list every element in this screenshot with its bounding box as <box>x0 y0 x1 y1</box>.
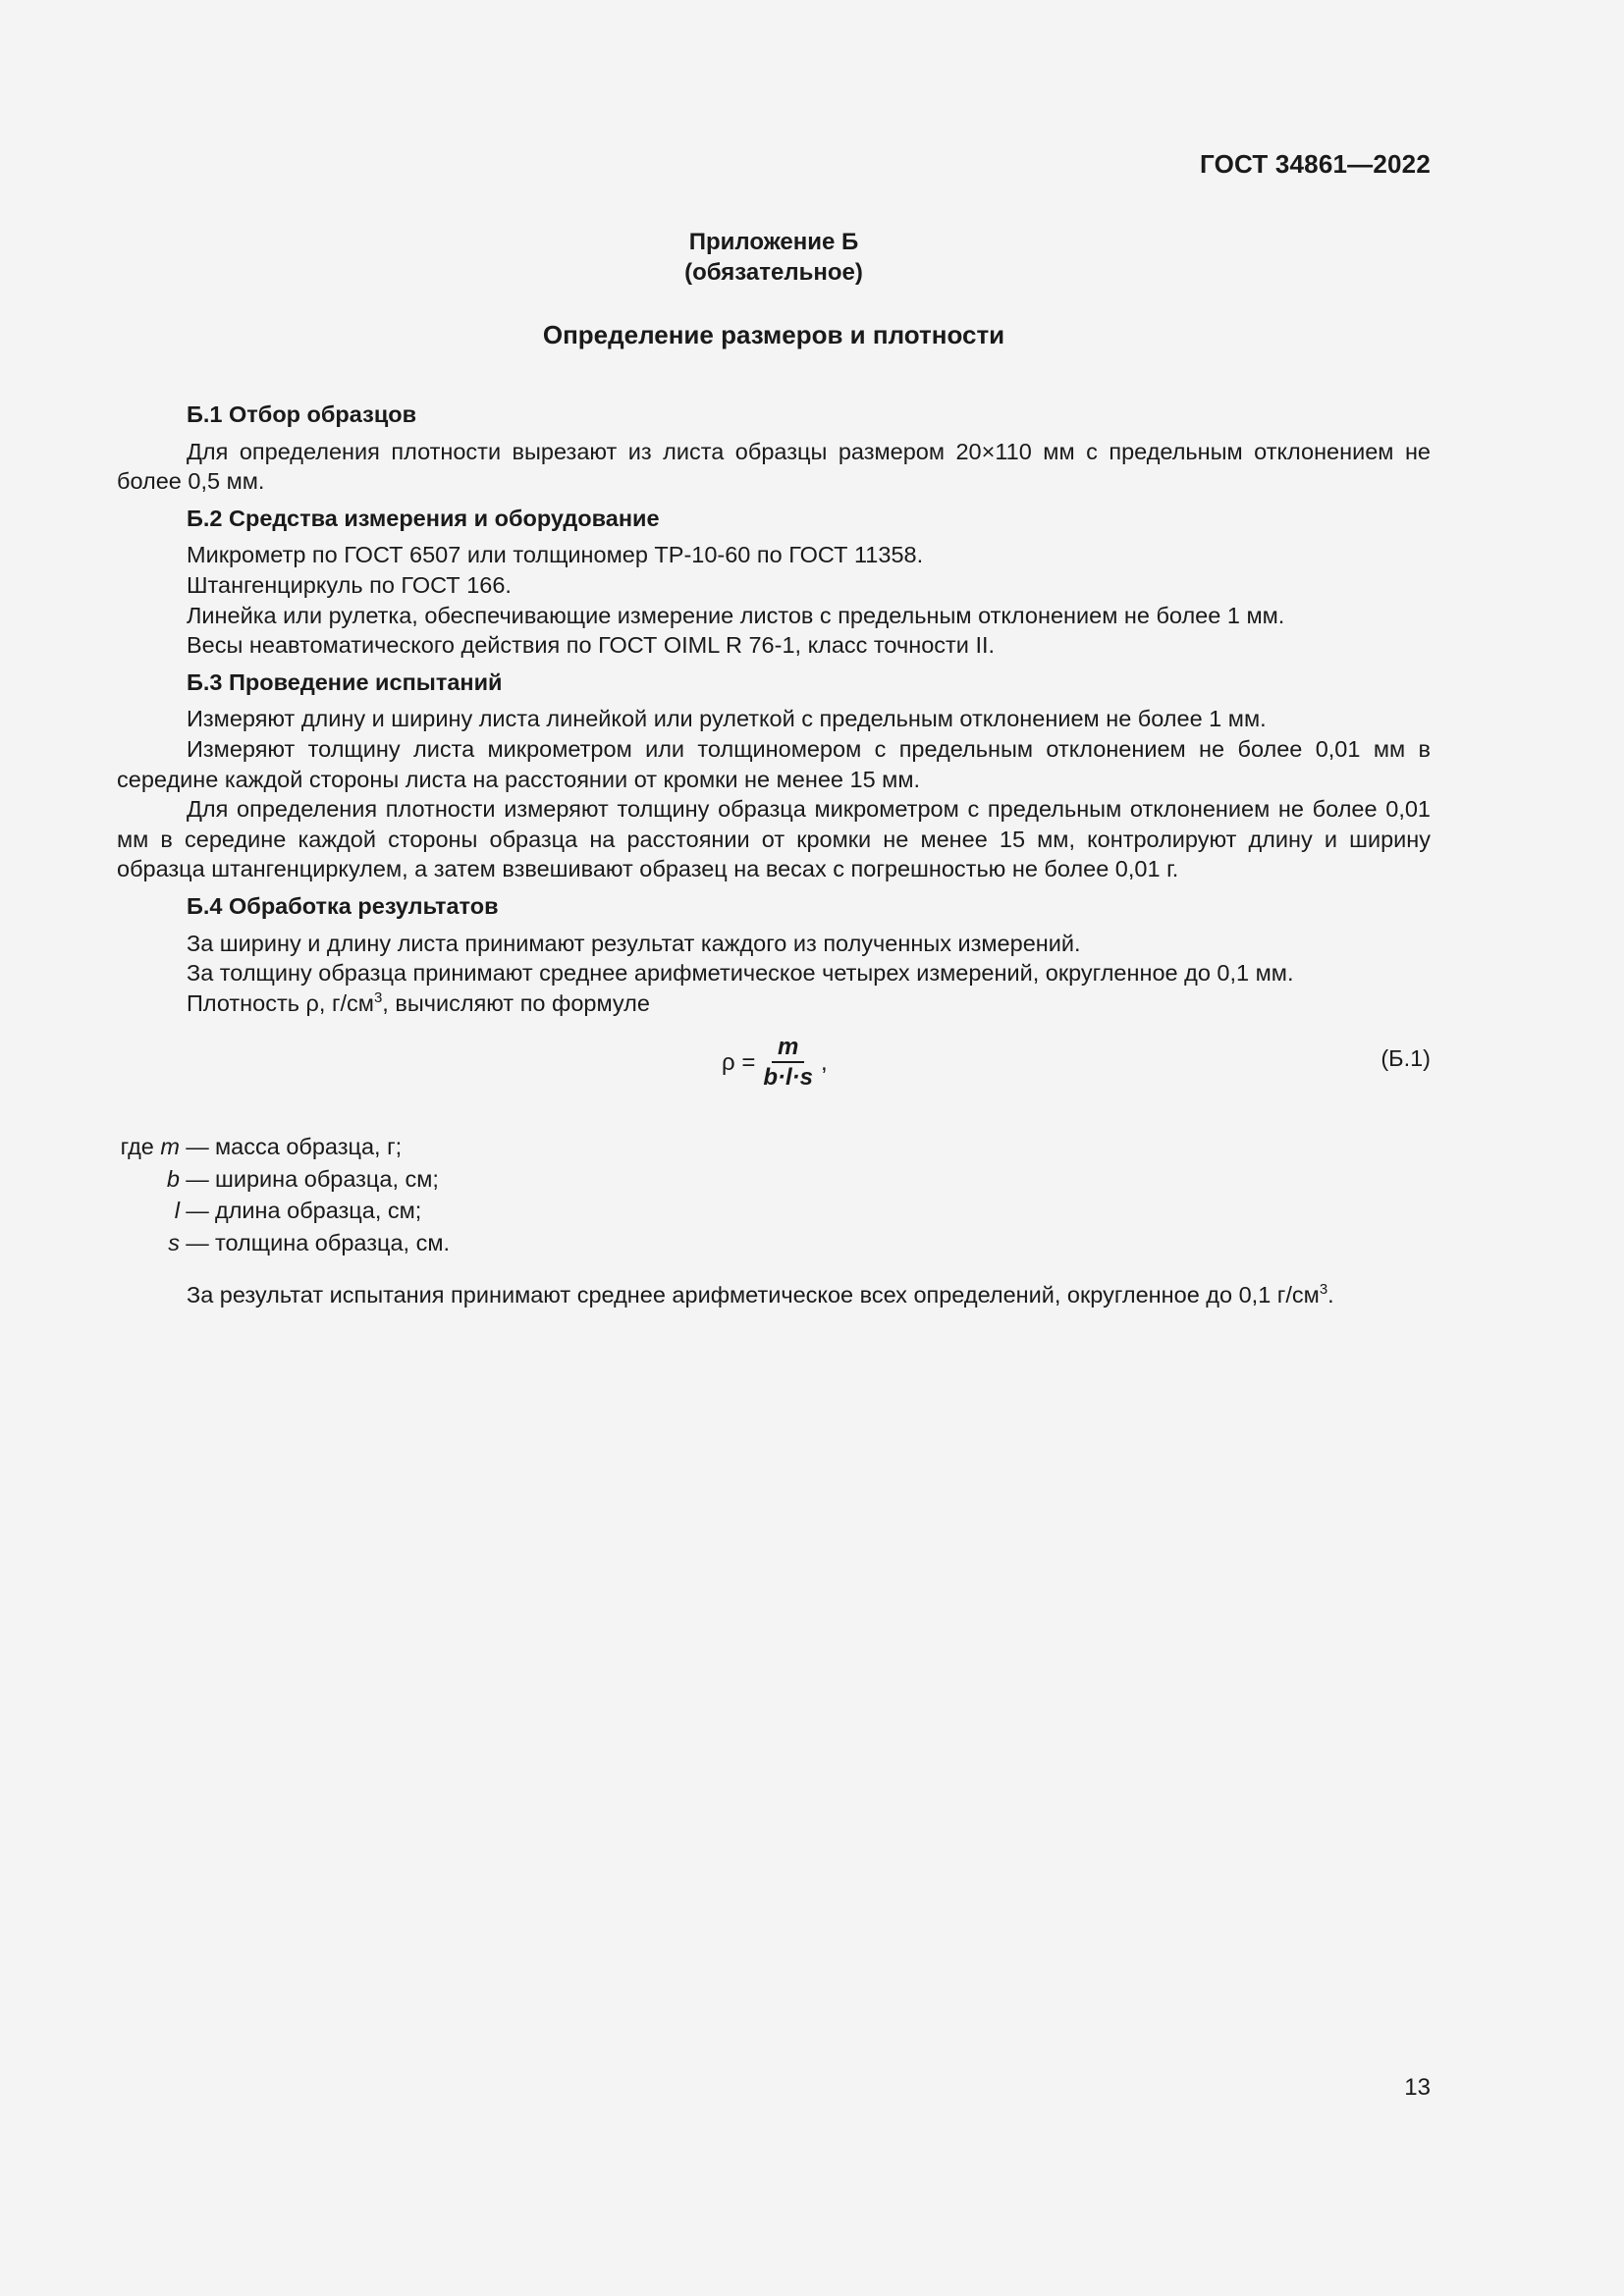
document-body <box>117 393 1431 1309</box>
formula-row <box>117 1030 1431 1106</box>
superscript: 3 <box>1319 1280 1328 1298</box>
paragraph: Измеряют толщину листа микрометром или толщиномером с предельным отклонением не более 0,01 мм в середине каждой стороны листа на расстоянии от кромки не менее 15 мм. <box>117 735 1431 792</box>
main-title: Определение размеров и плотности <box>542 320 1005 349</box>
appendix-status: (обязательное) <box>684 259 863 286</box>
paragraph: За толщину образца принимают среднее арифметическое четырех измерений, округленное до 0,1 мм. <box>187 960 1294 987</box>
legend-symbol: s <box>168 1230 180 1256</box>
paragraph: Для определения плотности вырезают из листа образцы размером 20×110 мм с предельным отклонением не более 0,5 мм. <box>117 438 1431 495</box>
section-heading-b4: Б.4 Обработка результатов <box>187 892 499 919</box>
legend-text: длина образца, см; <box>215 1198 422 1224</box>
formula-numerator: m <box>772 1034 804 1063</box>
legend-text: толщина образца, см. <box>215 1230 451 1256</box>
legend-symbol <box>117 1132 180 1162</box>
formula-lhs: ρ = <box>722 1048 756 1076</box>
text-fragment: За результат испытания принимают среднее арифметическое всех определений, округленное до 0,1 г/см <box>187 1281 1320 1308</box>
legend-text: масса образца, г; <box>215 1134 403 1160</box>
formula-denominator: b·l·s <box>763 1064 814 1092</box>
paragraph <box>117 1280 1431 1310</box>
paragraph: Измеряют длину и ширину листа линейкой или рулеткой с предельным отклонением не более 1 мм. <box>187 706 1267 732</box>
legend-dash: — <box>186 1134 209 1160</box>
legend-symbol-text: m <box>160 1134 180 1160</box>
legend-dash: — <box>186 1165 209 1192</box>
paragraph: Весы неавтоматического действия по ГОСТ OIML R 76-1, класс точности II. <box>187 632 996 659</box>
section-heading-b1: Б.1 Отбор образцов <box>187 401 417 427</box>
legend-prefix: где <box>120 1134 154 1160</box>
paragraph: Микрометр по ГОСТ 6507 или толщиномер ТР-10-60 по ГОСТ 11358. <box>187 542 924 568</box>
paragraph: Штангенциркуль по ГОСТ 166. <box>187 571 512 598</box>
formula-fraction <box>757 1034 819 1093</box>
legend-symbol: l <box>174 1198 180 1224</box>
legend-symbol: b <box>166 1165 180 1192</box>
legend-dash: — <box>186 1230 209 1256</box>
equation-number: (Б.1) <box>1380 1045 1431 1072</box>
legend-dash: — <box>186 1198 209 1224</box>
formula-trailing: , <box>821 1048 828 1076</box>
text-fragment: , вычисляют по формуле <box>382 989 650 1016</box>
formula-legend <box>117 1132 1431 1257</box>
paragraph: За ширину и длину листа принимают результат каждого из полученных измерений. <box>187 930 1081 956</box>
appendix-label: Приложение Б <box>688 229 859 255</box>
section-heading-b2: Б.2 Средства измерения и оборудование <box>187 505 660 531</box>
text-fragment: Плотность ρ, г/см <box>187 989 374 1016</box>
document-code: ГОСТ 34861—2022 <box>1200 149 1431 179</box>
appendix-title <box>117 227 1431 288</box>
section-heading-b3: Б.3 Проведение испытаний <box>187 668 503 695</box>
superscript: 3 <box>373 988 383 1006</box>
paragraph: Линейка или рулетка, обеспечивающие измерение листов с предельным отклонением не более 1 мм. <box>187 602 1285 628</box>
paragraph <box>117 988 1431 1019</box>
density-formula <box>722 1034 828 1093</box>
paragraph: Для определения плотности измеряют толщину образца микрометром с предельным отклонением не более 0,01 мм в середине каждой стороны образца на расстоянии от кромки не менее 15 мм, контролируют длину и ширину образца штангенциркулем, а затем взвешивают образец на весах с погрешностью не более 0,01 г. <box>117 796 1431 882</box>
page-number: 13 <box>1404 2074 1431 2101</box>
text-fragment: . <box>1327 1281 1334 1308</box>
legend-text: ширина образца, см; <box>215 1165 439 1192</box>
